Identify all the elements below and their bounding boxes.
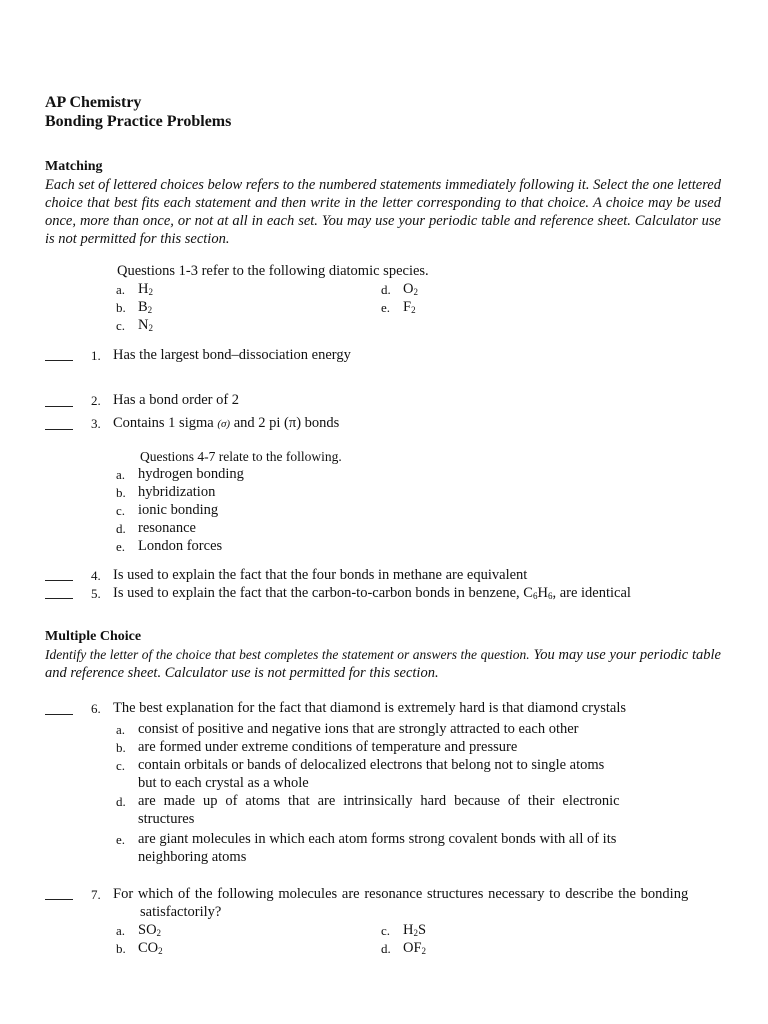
answer-blank-3[interactable] xyxy=(45,429,73,430)
question-number-6: 6. xyxy=(91,701,101,716)
question-text-7-cont: satisfactorily? xyxy=(140,904,222,920)
set1-intro: Questions 1-3 refer to the following diatomic species. xyxy=(117,263,429,279)
question-number-2: 2. xyxy=(91,393,101,408)
question-number-4: 4. xyxy=(91,568,101,583)
question-number-3: 3. xyxy=(91,416,101,431)
answer-blank-6[interactable] xyxy=(45,714,73,715)
question-text-5: Is used to explain the fact that the carbon-to-carbon bonds in benzene, $C_6H_6$, are identical xyxy=(113,585,631,601)
course-title: AP Chemistry xyxy=(45,94,142,111)
question-text-2: Has a bond order of 2 xyxy=(113,392,240,408)
matching-instructions: Each set of lettered choices below refers to the numbered statements immediately following it. Select the one lettered choice that best fits each statement and then write in the letter corresponding to that choice. A choice may be used once, more than once, or not at all in each set. You may use your periodic table and reference sheet. Calculator use is not permitted for this section. xyxy=(45,177,721,247)
answer-blank-2[interactable] xyxy=(45,406,73,407)
question-text-4: Is used to explain the fact that the four bonds in methane are equivalent xyxy=(113,567,528,583)
question-number-1: 1. xyxy=(91,348,101,363)
question-text-1: Has the largest bond–dissociation energy xyxy=(113,347,351,363)
answer-blank-4[interactable] xyxy=(45,580,73,581)
question-text-3: Contains 1 sigma (σ) and 2 pi (π) bonds xyxy=(113,415,340,431)
question-number-7: 7. xyxy=(91,887,101,902)
page-title: Bonding Practice Problems xyxy=(45,113,232,130)
answer-blank-1[interactable] xyxy=(45,360,73,361)
matching-heading: Matching xyxy=(45,159,103,174)
set2-intro: Questions 4-7 relate to the following. xyxy=(140,449,342,464)
answer-blank-7[interactable] xyxy=(45,899,73,900)
answer-blank-5[interactable] xyxy=(45,598,73,599)
question-text-7: For which of the following molecules are resonance structures necessary to describe the bonding xyxy=(113,886,689,902)
question-text-6: The best explanation for the fact that diamond is extremely hard is that diamond crystals xyxy=(113,700,626,716)
multiple-choice-heading: Multiple Choice xyxy=(45,629,142,644)
multiple-choice-instructions: Identify the letter of the choice that best completes the statement or answers the question. You may use your periodic table and reference sheet. Calculator use is not permitted for this section. xyxy=(45,647,721,681)
question-number-5: 5. xyxy=(91,586,101,601)
